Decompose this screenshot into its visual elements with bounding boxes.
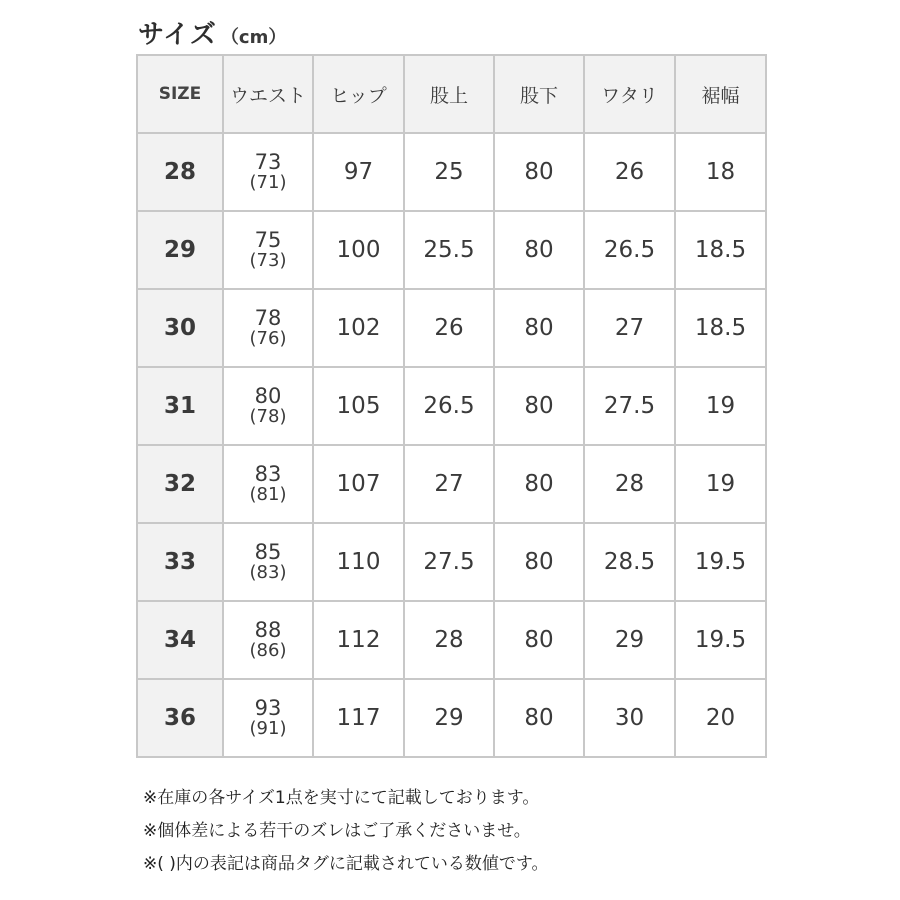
table-header-row: [137, 55, 766, 133]
thigh-cell: 26: [584, 133, 675, 211]
table-row: [137, 289, 766, 367]
waist-tag-value: (73): [249, 249, 287, 271]
page-title: [138, 14, 286, 50]
header-hem: 裾幅: [675, 55, 766, 133]
inseam-cell: 80: [494, 523, 584, 601]
size-cell: 29: [137, 211, 223, 289]
note-individual-variance: ※個体差による若干のズレはご了承くださいませ。: [143, 821, 531, 841]
hip-cell: 100: [313, 211, 404, 289]
hip-cell: 105: [313, 367, 404, 445]
size-cell: 36: [137, 679, 223, 757]
waist-value: 80: [254, 383, 282, 408]
hip-cell: 97: [313, 133, 404, 211]
waist-value: 83: [254, 461, 282, 486]
thigh-cell: 26.5: [584, 211, 675, 289]
waist-cell: [223, 211, 313, 289]
waist-value: 93: [254, 695, 282, 720]
inseam-cell: 80: [494, 133, 584, 211]
waist-cell: [223, 289, 313, 367]
waist-cell: [223, 445, 313, 523]
hem-cell: 19.5: [675, 601, 766, 679]
waist-tag-value: (76): [249, 327, 287, 349]
size-cell: 32: [137, 445, 223, 523]
thigh-cell: 27: [584, 289, 675, 367]
rise-cell: 25.5: [404, 211, 494, 289]
header-hip: ヒップ: [313, 55, 404, 133]
header-thigh: ワタリ: [584, 55, 675, 133]
waist-tag-value: (81): [249, 483, 287, 505]
rise-cell: 27: [404, 445, 494, 523]
inseam-cell: 80: [494, 367, 584, 445]
note-actual-measurement: ※在庫の各サイズ1点を実寸にて記載しております。: [143, 788, 540, 808]
waist-value: 73: [254, 149, 282, 174]
thigh-cell: 27.5: [584, 367, 675, 445]
size-cell: 28: [137, 133, 223, 211]
table-row: [137, 601, 766, 679]
inseam-cell: 80: [494, 211, 584, 289]
table-row: [137, 367, 766, 445]
header-waist: ウエスト: [223, 55, 313, 133]
hem-cell: 19.5: [675, 523, 766, 601]
waist-tag-value: (83): [249, 561, 287, 583]
hem-cell: 18.5: [675, 289, 766, 367]
table-row: [137, 523, 766, 601]
rise-cell: 27.5: [404, 523, 494, 601]
size-table: [136, 54, 767, 758]
hip-cell: 112: [313, 601, 404, 679]
rise-cell: 26.5: [404, 367, 494, 445]
size-cell: 30: [137, 289, 223, 367]
hip-cell: 107: [313, 445, 404, 523]
hem-cell: 19: [675, 445, 766, 523]
hip-cell: 117: [313, 679, 404, 757]
waist-cell: [223, 601, 313, 679]
notes: [143, 782, 549, 881]
waist-cell: [223, 679, 313, 757]
size-cell: 33: [137, 523, 223, 601]
rise-cell: 28: [404, 601, 494, 679]
hip-cell: 110: [313, 523, 404, 601]
waist-cell: [223, 367, 313, 445]
size-cell: 34: [137, 601, 223, 679]
inseam-cell: 80: [494, 679, 584, 757]
inseam-cell: 80: [494, 601, 584, 679]
title-main: サイズ: [138, 20, 217, 50]
waist-value: 75: [254, 227, 282, 252]
waist-tag-value: (78): [249, 405, 287, 427]
header-inseam: 股下: [494, 55, 584, 133]
waist-tag-value: (91): [249, 717, 287, 739]
hem-cell: 18.5: [675, 211, 766, 289]
rise-cell: 26: [404, 289, 494, 367]
hip-cell: 102: [313, 289, 404, 367]
waist-value: 88: [254, 617, 282, 642]
inseam-cell: 80: [494, 289, 584, 367]
table-row: [137, 679, 766, 757]
rise-cell: 29: [404, 679, 494, 757]
waist-value: 85: [254, 539, 282, 564]
table-row: [137, 445, 766, 523]
waist-cell: [223, 133, 313, 211]
thigh-cell: 28: [584, 445, 675, 523]
size-cell: 31: [137, 367, 223, 445]
table-row: [137, 211, 766, 289]
hem-cell: 18: [675, 133, 766, 211]
waist-tag-value: (71): [249, 171, 287, 193]
hem-cell: 20: [675, 679, 766, 757]
rise-cell: 25: [404, 133, 494, 211]
title-unit: （cm）: [220, 27, 287, 48]
waist-value: 78: [254, 305, 282, 330]
waist-tag-value: (86): [249, 639, 287, 661]
table-row: [137, 133, 766, 211]
note-tag-values: ※( )内の表記は商品タグに記載されている数値です。: [143, 854, 549, 874]
waist-cell: [223, 523, 313, 601]
thigh-cell: 30: [584, 679, 675, 757]
thigh-cell: 28.5: [584, 523, 675, 601]
header-rise: 股上: [404, 55, 494, 133]
inseam-cell: 80: [494, 445, 584, 523]
header-size: SIZE: [137, 55, 223, 133]
hem-cell: 19: [675, 367, 766, 445]
thigh-cell: 29: [584, 601, 675, 679]
